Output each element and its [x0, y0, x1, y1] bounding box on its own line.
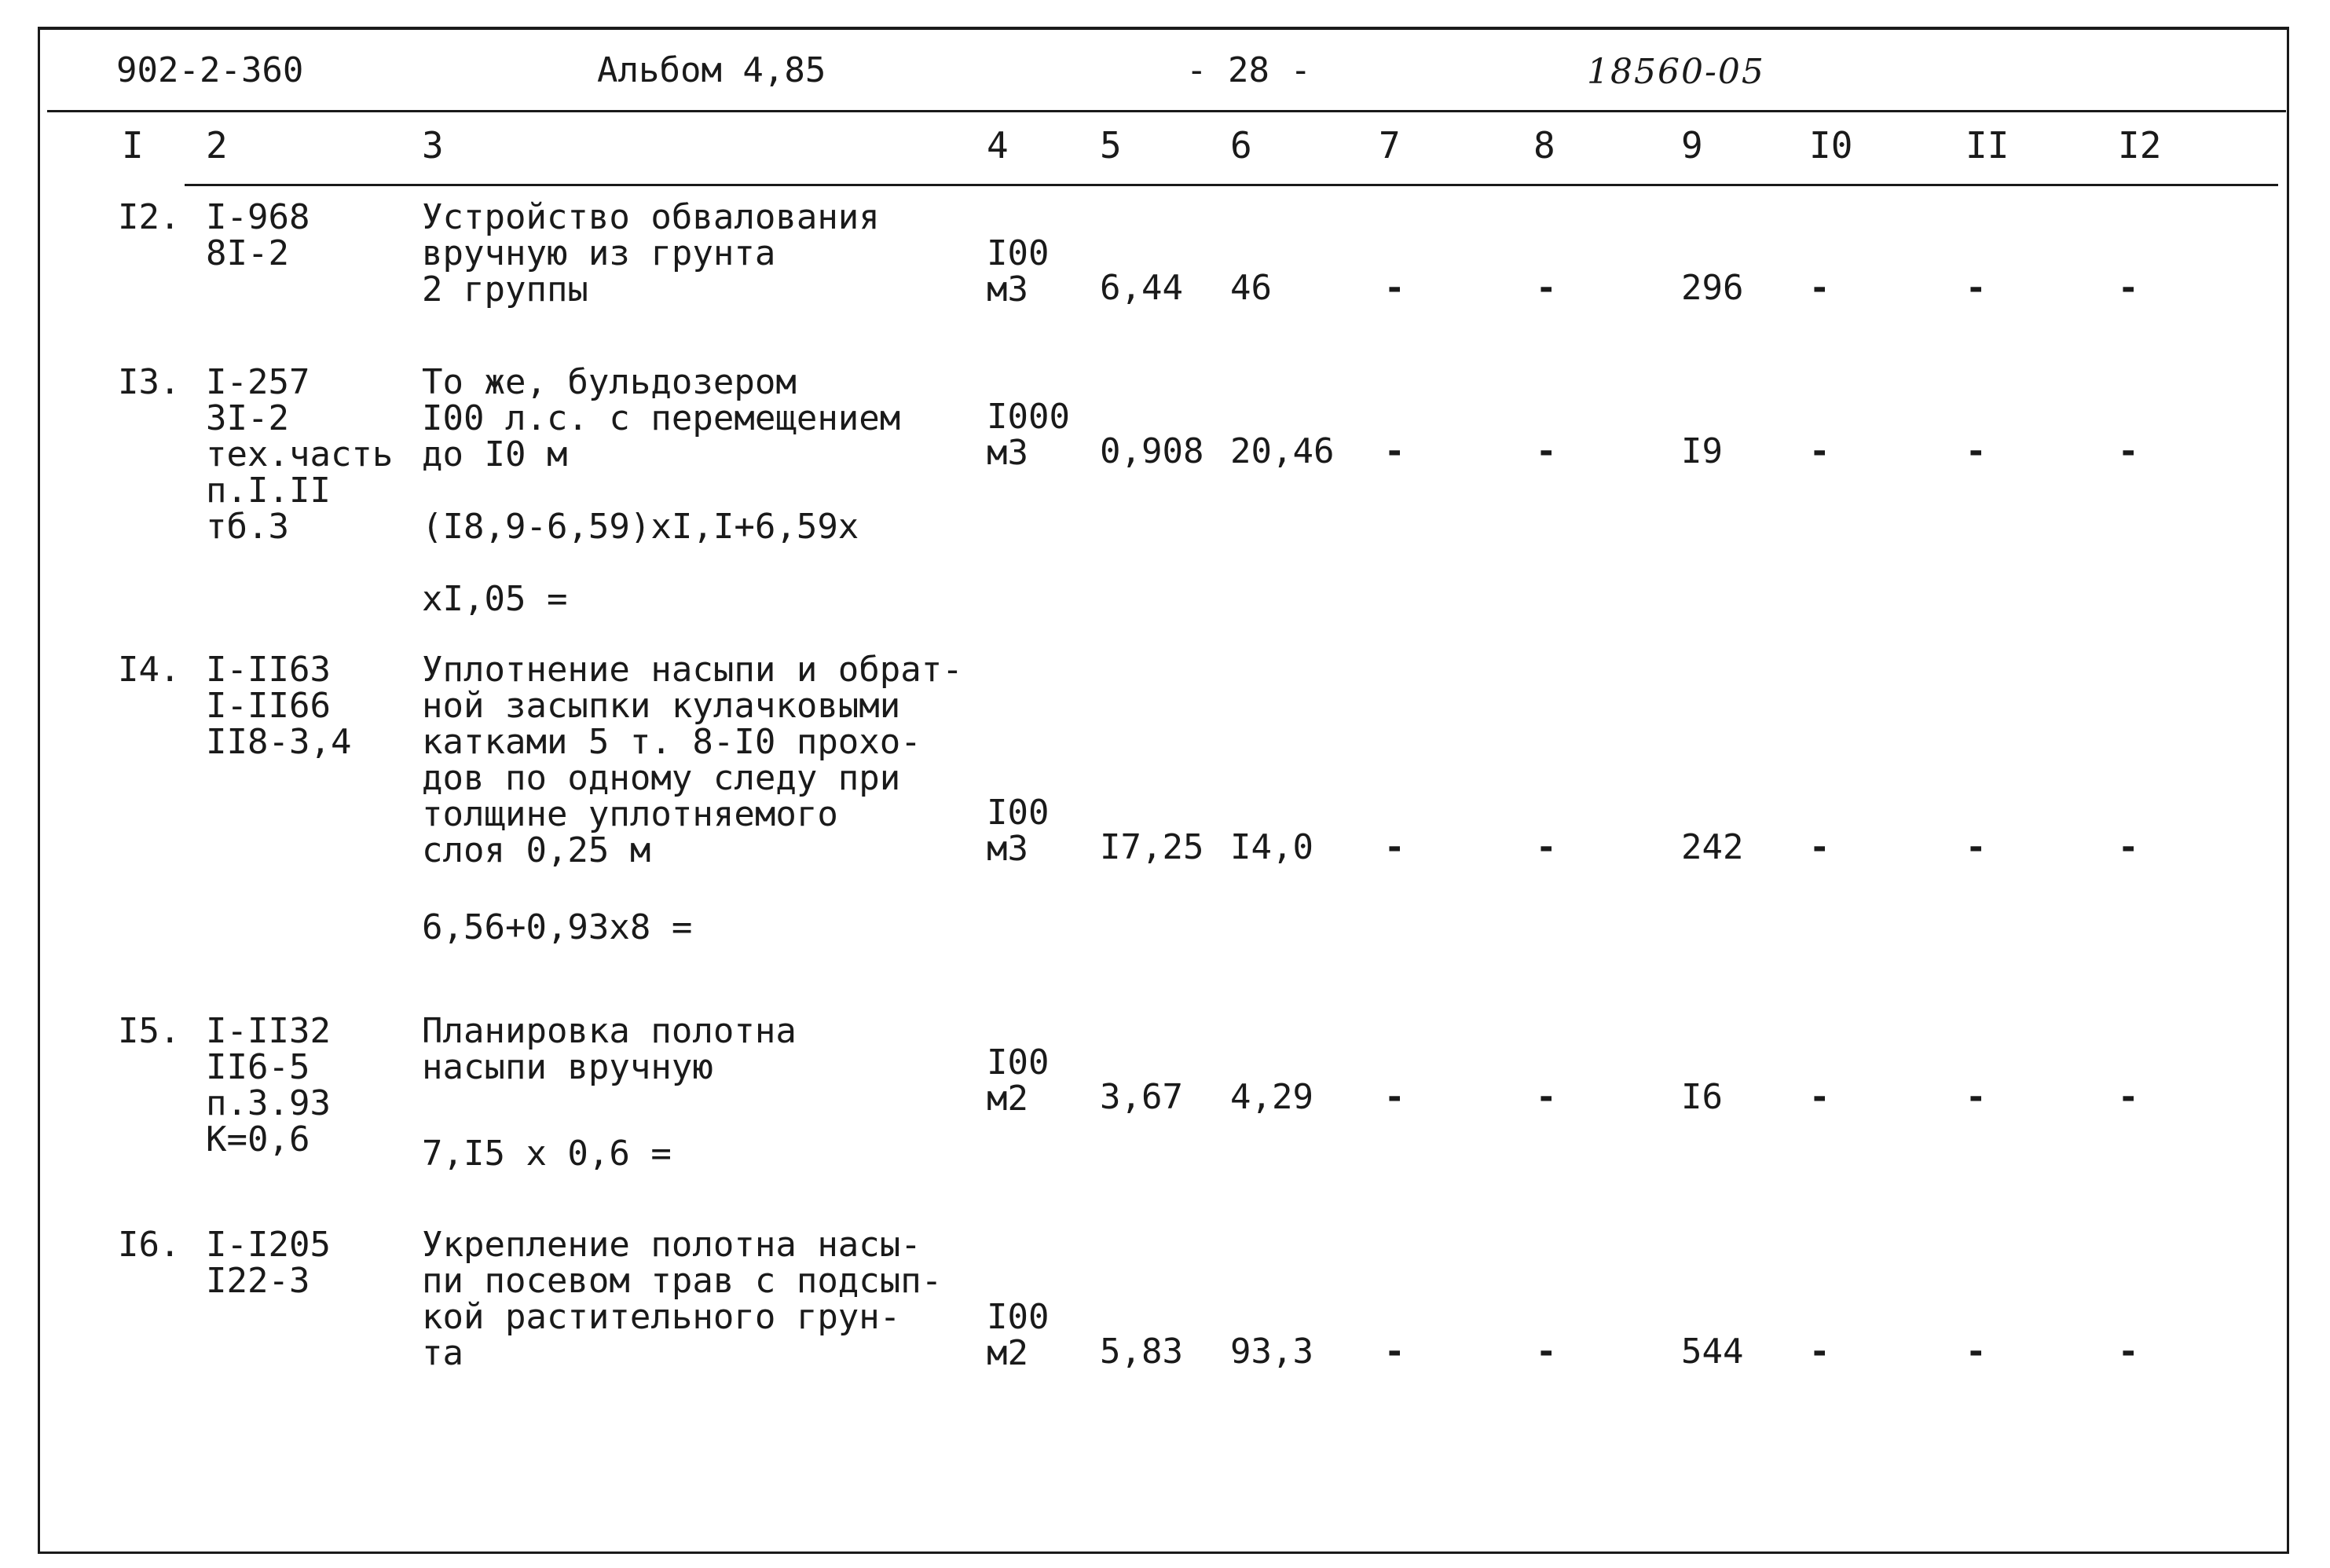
quantity: 5,83	[1100, 1332, 1183, 1372]
unit-cost: I4,0	[1230, 827, 1313, 867]
rate-code: I-257 3I-2 тех.часть п.I.II тб.3	[206, 362, 394, 547]
row-number: I5.	[118, 1011, 181, 1051]
row-number: I3.	[118, 362, 181, 402]
header-divider	[47, 110, 2286, 112]
col7-value: -	[1384, 1332, 1405, 1372]
col11-value: -	[1965, 827, 1987, 867]
quantity: 6,44	[1100, 268, 1183, 308]
total-cost: I9	[1681, 431, 1723, 471]
col7-value: -	[1384, 431, 1405, 471]
unit: I00 м2	[987, 1042, 1050, 1119]
unit: I00 м3	[987, 233, 1050, 310]
total-cost: I6	[1681, 1077, 1723, 1117]
quantity: 3,67	[1100, 1077, 1183, 1117]
total-cost: 296	[1681, 268, 1744, 308]
col11-value: -	[1965, 1332, 1987, 1372]
column-header-1: I	[122, 124, 144, 167]
col10-value: -	[1809, 1332, 1830, 1372]
unit: I000 м3	[987, 397, 1070, 473]
col12-value: -	[2118, 827, 2139, 867]
unit: I00 м3	[987, 793, 1050, 869]
col11-value: -	[1965, 431, 1987, 471]
calculation-formula: 7,I5 x 0,6 =	[422, 1134, 672, 1174]
col12-value: -	[2118, 268, 2139, 308]
unit: I00 м2	[987, 1297, 1050, 1373]
calculation-formula: 6,56+0,93x8 =	[422, 907, 693, 947]
column-header-6: 6	[1230, 124, 1252, 167]
column-header-11: II	[1965, 124, 2009, 167]
unit-cost: 93,3	[1230, 1332, 1313, 1372]
row-number: I4.	[118, 650, 181, 690]
column-header-12: I2	[2118, 124, 2162, 167]
work-description: То же, бульдозером I00 л.с. с перемещением до I0 м	[422, 362, 901, 474]
work-description: Укрепление полотна насы- пи посевом трав с подсып- кой растительного грун- та	[422, 1225, 943, 1373]
col10-value: -	[1809, 1077, 1830, 1117]
column-header-5: 5	[1100, 124, 1122, 167]
col11-value: -	[1965, 1077, 1987, 1117]
unit-cost: 20,46	[1230, 431, 1335, 471]
work-description: Уплотнение насыпи и обрат- ной засыпки кулачковыми катками 5 т. 8-I0 прохо- дов по одному следу при толщине уплотняемого слоя 0,25 м	[422, 650, 963, 870]
col10-value: -	[1809, 431, 1830, 471]
col7-value: -	[1384, 268, 1405, 308]
calculation-formula: (I8,9-6,59)xI,I+6,59x xI,05 =	[422, 507, 859, 619]
rate-code: I-II63 I-II66 II8-3,4	[206, 650, 352, 762]
col10-value: -	[1809, 268, 1830, 308]
column-header-7: 7	[1379, 124, 1401, 167]
col8-value: -	[1536, 827, 1557, 867]
col7-value: -	[1384, 827, 1405, 867]
col10-value: -	[1809, 827, 1830, 867]
column-header-9: 9	[1681, 124, 1703, 167]
column-header-4: 4	[987, 124, 1009, 167]
quantity: I7,25	[1100, 827, 1204, 867]
unit-cost: 46	[1230, 268, 1272, 308]
total-cost: 544	[1681, 1332, 1744, 1372]
column-header-8: 8	[1533, 124, 1555, 167]
col8-value: -	[1536, 1332, 1557, 1372]
row-number: I6.	[118, 1225, 181, 1265]
page-frame	[38, 27, 2289, 1554]
col8-value: -	[1536, 268, 1557, 308]
col8-value: -	[1536, 431, 1557, 471]
column-header-10: I0	[1809, 124, 1853, 167]
row-number: I2.	[118, 197, 181, 237]
col11-value: -	[1965, 268, 1987, 308]
col12-value: -	[2118, 1077, 2139, 1117]
rate-code: I-968 8I-2	[206, 197, 310, 273]
column-header-3: 3	[422, 124, 444, 167]
work-description: Планировка полотна насыпи вручную	[422, 1011, 797, 1087]
work-description: Устройство обвалования вручную из грунта 2 группы	[422, 197, 880, 310]
column-header-divider	[185, 184, 2278, 186]
column-header-2: 2	[206, 124, 228, 167]
unit-cost: 4,29	[1230, 1077, 1313, 1117]
rate-code: I-II32 II6-5 п.3.93 К=0,6	[206, 1011, 331, 1160]
quantity: 0,908	[1100, 431, 1204, 471]
total-cost: 242	[1681, 827, 1744, 867]
page-number: - 28 -	[1186, 50, 1311, 90]
col12-value: -	[2118, 431, 2139, 471]
col7-value: -	[1384, 1077, 1405, 1117]
handwritten-number: 18560-05	[1587, 52, 1765, 92]
document-code: 902-2-360	[116, 50, 304, 90]
col8-value: -	[1536, 1077, 1557, 1117]
album-label: Альбом 4,85	[597, 50, 826, 90]
col12-value: -	[2118, 1332, 2139, 1372]
rate-code: I-I205 I22-3	[206, 1225, 331, 1301]
